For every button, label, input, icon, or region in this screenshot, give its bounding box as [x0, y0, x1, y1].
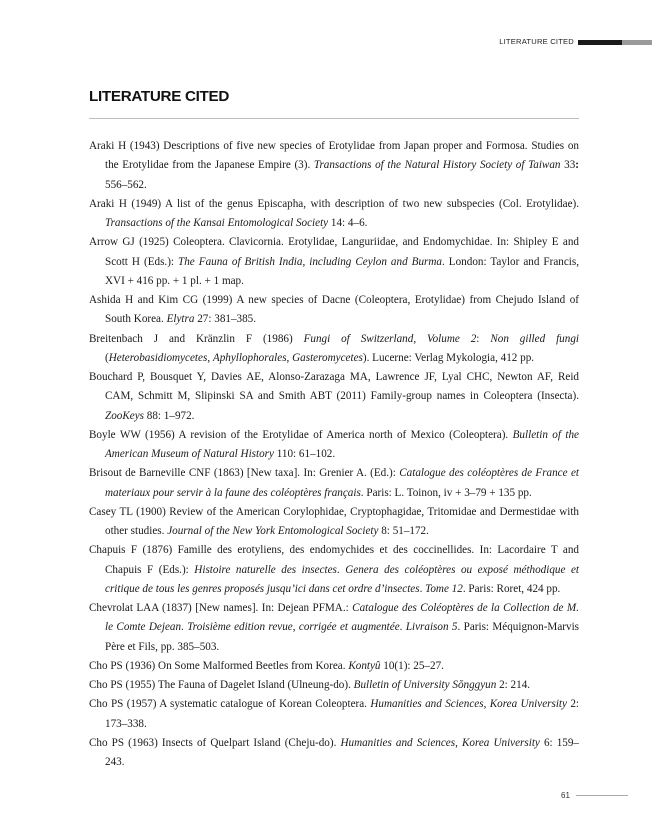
reference-text: :: [476, 332, 491, 345]
reference-author-year: Araki H (1943): [89, 140, 160, 152]
reference-italic-text: including Ceylon and Burma: [309, 255, 442, 268]
reference-italic-text: Elytra: [166, 313, 195, 326]
reference-text: ,: [207, 351, 213, 364]
reference-text: 10(1): 25–27.: [380, 659, 444, 672]
reference-author-year: Bouchard P, Bousquet Y, Davies AE, Alonso-Zarazaga MA, Lawrence JF, Lyal CHC, Newton AF, Reid CAM, Schmitt M, Slipinski SA and Smith ABT (2011): [89, 371, 579, 403]
reference-text: The Fauna of Dagelet Island (Ulneung-do).: [155, 679, 354, 691]
page-number: 61: [561, 791, 570, 800]
reference-author-year: Cho PS (1957): [89, 698, 157, 711]
reference-author-year: Casey TL (1900): [89, 505, 166, 518]
reference-text: A systematic catalogue of Korean Coleoptera.: [156, 698, 371, 711]
reference-italic-text: The Fauna of British India: [178, 255, 303, 268]
reference-text: ,: [483, 698, 490, 711]
reference-text: 110: 61–102.: [273, 448, 336, 460]
reference-text: A new species of Dacne (Coleoptera, Erotylidae) from Chejudo Island of South Korea.: [105, 294, 580, 326]
reference-italic-text: Transactions of the Kansai Entomological Society: [105, 217, 329, 229]
reference-author-year: Cho PS (1955): [89, 679, 156, 691]
reference-text: 88: 1–972.: [144, 409, 195, 422]
page-footer: [561, 791, 628, 800]
reference-list: [89, 137, 579, 772]
reference-entry: [89, 330, 579, 369]
reference-text: [293, 333, 304, 345]
reference-text: 556–562.: [105, 178, 147, 191]
reference-italic-text: Humanities and Sciences: [340, 736, 456, 749]
reference-text: [New names]. In: Dejean PFMA.:: [191, 602, 353, 614]
reference-text: [New taxa]. In: Grenier A. (Ed.):: [243, 467, 400, 480]
reference-author-year: Breitenbach J and Kränzlin F (1986): [89, 332, 293, 345]
reference-text: . Paris: Méquignon-Marvis Père et Fils, pp. 385–503.: [105, 621, 579, 653]
reference-text: .: [336, 563, 346, 576]
reference-author-year: Araki H (1949): [89, 197, 162, 210]
reference-text: A list of the genus Episcapha, with description of two new subspecies (Col. Erotylidae).: [161, 197, 580, 210]
reference-entry: [89, 291, 579, 330]
reference-entry: [89, 657, 579, 676]
reference-text: 33: [560, 159, 576, 172]
running-head-bar-grey: [622, 40, 652, 45]
reference-italic-text: ZooKeys: [105, 409, 144, 422]
reference-text: Review of the American Corylophidae, Cryptophagidae, Tritomidae and Dermestidae with other studies.: [105, 505, 579, 537]
reference-entry: [89, 599, 579, 657]
reference-author-year: Boyle WW (1956): [89, 428, 175, 441]
reference-entry: [89, 503, 579, 542]
reference-text: On Some Malformed Beetles from Korea.: [155, 659, 349, 672]
footer-rule: [576, 795, 628, 796]
reference-italic-text: Catalogue des coléoptères de France et materiaux pour servir à la faune des coléoptères français: [105, 467, 579, 499]
reference-text: .: [419, 582, 426, 595]
reference-text: Insects of Quelpart Island (Cheju-do).: [157, 736, 341, 749]
reference-italic-text: Histoire naturelle des insectes: [194, 563, 337, 576]
reference-italic-text: Fungi of Switzerland: [303, 332, 414, 345]
section-title: LITERATURE CITED: [89, 88, 230, 105]
reference-author-year: Chevrolat LAA (1837): [89, 602, 192, 614]
title-rule: [89, 118, 579, 119]
reference-text: ,: [455, 736, 462, 749]
reference-text: .: [399, 621, 406, 634]
reference-text: .: [181, 621, 188, 634]
reference-italic-text: Troisième edition revue: [187, 621, 293, 634]
reference-italic-text: corrigée et augmentée: [298, 621, 400, 634]
reference-author-year: Brisout de Barneville CNF (1863): [89, 467, 244, 480]
reference-text: Coleoptera. Clavicornia. Erotylidae, Languriidae, and Endomychidae. In: Shipley E and Scott H (Eds.):: [105, 236, 579, 268]
reference-text: ,: [413, 332, 428, 345]
running-head-bar-dark: [578, 40, 622, 45]
reference-italic-text: Tome 12: [425, 582, 463, 595]
reference-author-year: Chapuis F (1876): [89, 544, 173, 557]
reference-italic-text: Aphyllophorales: [212, 351, 287, 364]
reference-author-year: Cho PS (1936): [89, 659, 156, 672]
reference-entry: [89, 464, 579, 503]
running-head: [499, 37, 652, 47]
reference-entry: [89, 541, 579, 599]
reference-text: (: [105, 351, 109, 364]
reference-text: . Paris: Roret, 424 pp.: [462, 582, 561, 595]
reference-italic-text: Genera des coléoptères ou exposé méthodique et critique de tous les genres proposés jusqu’ici dans cet ordre d’insectes: [105, 563, 579, 595]
reference-text: ). Lucerne: Verlag Mykologia, 412 pp.: [362, 351, 535, 364]
reference-entry: [89, 137, 579, 195]
reference-italic-text: Non gilled fungi: [490, 332, 579, 345]
reference-entry: [89, 368, 579, 426]
reference-text: 8: 51–172.: [378, 525, 429, 537]
reference-text: 2: 214.: [496, 679, 531, 691]
reference-text: ,: [302, 255, 310, 268]
reference-italic-text: Bulletin of the American Museum of Natural History: [105, 428, 579, 460]
reference-italic-text: Korea University: [461, 736, 540, 749]
reference-author-year: Arrow GJ (1925): [89, 236, 169, 249]
reference-text: . London: Taylor and Francis, XVI + 416 pp. + 1 pl. + 1 map.: [105, 255, 580, 287]
reference-text: Family-group names in Coleoptera (Insecta).: [365, 390, 579, 403]
reference-italic-text: Heterobasidiomycetes: [108, 351, 208, 364]
reference-italic-text: Transactions of the Natural History Society of Taiwan: [313, 159, 561, 172]
reference-italic-text: Volume 2: [427, 332, 477, 345]
reference-text: :: [575, 159, 579, 172]
reference-italic-text: Journal of the New York Entomological Society: [167, 525, 379, 537]
reference-italic-text: Humanities and Sciences: [370, 698, 484, 711]
reference-italic-text: Bulletin of University Sŏnggyun: [353, 679, 497, 691]
reference-entry: [89, 676, 579, 695]
reference-author-year: Cho PS (1963): [89, 736, 158, 749]
reference-text: ,: [286, 351, 293, 364]
reference-italic-text: Livraison 5: [405, 621, 458, 634]
reference-text: ,: [292, 621, 299, 634]
reference-entry: [89, 426, 579, 465]
reference-italic-text: Catalogue des Coléoptères de la Collection de M. le Comte Dejean: [105, 602, 579, 634]
reference-text: 14: 4–6.: [328, 217, 368, 229]
reference-text: 2: 173–338.: [105, 698, 580, 730]
reference-entry: [89, 233, 579, 291]
reference-text: Famille des erotyliens, des endomychides et des coccinellides. In: Lacordaire T and Chapuis F (Eds.):: [105, 544, 579, 576]
running-head-text: LITERATURE CITED: [499, 37, 574, 46]
reference-text: A revision of the Erotylidae of America north of Mexico (Coleoptera).: [174, 428, 513, 441]
reference-italic-text: Gasteromycetes: [292, 351, 363, 364]
reference-italic-text: Kontyû: [348, 659, 381, 672]
reference-text: 27: 381–385.: [194, 313, 257, 326]
reference-entry: [89, 195, 579, 234]
reference-author-year: Ashida H and Kim CG (1999): [89, 294, 233, 306]
reference-text: 6: 159–243.: [105, 736, 579, 768]
reference-text: . Paris: L. Toinon, iv + 3–79 + 135 pp.: [360, 486, 532, 499]
reference-italic-text: Korea University: [489, 698, 567, 711]
reference-text: Descriptions of five new species of Erotylidae from Japan proper and Formosa. Studies on the Erotylidae from the Japanese Empire (3).: [105, 140, 579, 172]
reference-entry: [89, 695, 579, 734]
reference-entry: [89, 734, 579, 773]
